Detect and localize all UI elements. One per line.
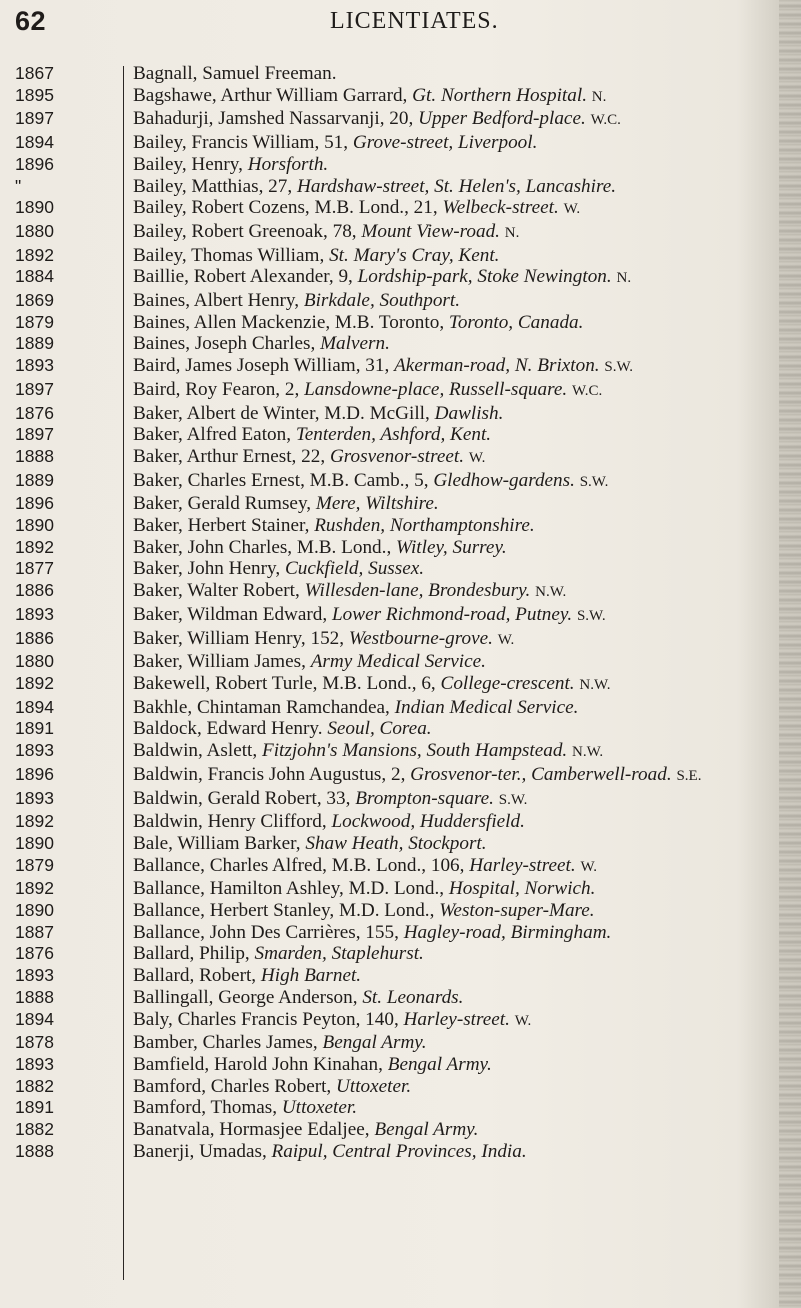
entry-year: 1879 [15, 854, 54, 875]
list-item [0, 333, 780, 355]
entry-year: 1892 [15, 672, 54, 693]
entry-name: Bakewell, Robert Turle, M.B. Lond., 6, [133, 672, 436, 694]
entry-name: Baker, Gerald Rumsey, [133, 493, 312, 515]
entry-address: Gt. Northern Hospital. [412, 84, 587, 106]
entry-address: Birkdale, Southport. [303, 290, 461, 312]
entry-name: Baker, John Henry, [133, 558, 281, 580]
entry-year: 1880 [15, 220, 54, 241]
entry-text [133, 833, 771, 855]
entry-address: Tenterden, Ashford, Kent. [295, 424, 492, 446]
entry-address: Uttoxeter. [281, 1097, 358, 1119]
entry-address: Toronto, Canada. [448, 311, 584, 333]
entry-name: Baird, James Joseph William, 31, [133, 355, 390, 377]
entry-address: Grosvenor-street. [329, 445, 465, 467]
entry-text [133, 446, 771, 470]
entry-year: 1893 [15, 355, 54, 376]
entry-name: Bamber, Charles James, [133, 1032, 318, 1054]
entry-year: 1888 [15, 986, 54, 1007]
list-item [0, 197, 780, 221]
entry-address: Harley-street. [403, 1008, 510, 1030]
entry-name: Baines, Joseph Charles, [133, 333, 316, 355]
entry-text [133, 900, 771, 922]
list-item [0, 833, 780, 855]
list-item [0, 63, 780, 85]
entry-name: Baillie, Robert Alexander, 9, [133, 266, 353, 288]
entry-text [133, 764, 771, 788]
entry-year: 1867 [15, 63, 54, 83]
list-item [0, 403, 780, 425]
entry-year: 1888 [15, 445, 54, 466]
page-edge [779, 0, 801, 1308]
entry-year: 1882 [15, 1075, 54, 1096]
list-item [0, 673, 780, 697]
entry-name: Bailey, Thomas William, [133, 244, 325, 266]
entry-year: 1889 [15, 333, 54, 354]
entry-name: Baines, Albert Henry, [133, 290, 300, 312]
entry-year: 1887 [15, 921, 54, 942]
list-item [0, 176, 780, 198]
list-item [0, 537, 780, 559]
entry-text [133, 740, 771, 764]
entry-text [133, 108, 771, 132]
entry-address: Dawlish. [434, 402, 504, 424]
entry-name: Baines, Allen Mackenzie, M.B. Toronto, [133, 311, 445, 333]
entry-name: Baker, Albert de Winter, M.D. McGill, [133, 402, 430, 424]
entry-text [133, 154, 771, 176]
entry-address: Cuckfield, Sussex. [284, 558, 425, 580]
list-item [0, 85, 780, 109]
entry-address: Hagley-road, Birmingham. [403, 921, 612, 943]
entry-address: Lockwood, Huddersfield. [331, 811, 525, 833]
entry-year: 1869 [15, 290, 54, 311]
list-item [0, 900, 780, 922]
list-item [0, 1141, 780, 1163]
entry-year: 1876 [15, 943, 54, 964]
entry-year: 1895 [15, 84, 54, 105]
entry-text [133, 628, 771, 652]
entry-year: 1892 [15, 811, 54, 832]
entry-address: St. Mary's Cray, Kent. [329, 244, 500, 266]
entry-text [133, 878, 771, 900]
list-item [0, 245, 780, 267]
entry-address: Gledhow-gardens. [433, 469, 575, 491]
entry-district: N. [504, 224, 520, 241]
entry-district: N.W. [572, 744, 604, 761]
entry-name: Baker, William James, [133, 651, 306, 673]
list-item [0, 651, 780, 673]
entry-text [133, 515, 771, 537]
list-item [0, 221, 780, 245]
entry-year: 1878 [15, 1032, 54, 1053]
entry-name: Ballance, John Des Carrières, 155, [133, 921, 399, 943]
entry-name: Bagnall, Samuel Freeman. [133, 63, 337, 84]
entry-name: Baldwin, Aslett, [133, 740, 258, 762]
entry-year: 1893 [15, 1053, 54, 1074]
entry-name: Bamfield, Harold John Kinahan, [133, 1053, 383, 1075]
entry-year: 1879 [15, 311, 54, 332]
list-item [0, 1032, 780, 1054]
entry-address: Bengal Army. [387, 1053, 492, 1075]
entry-address: St. Leonards. [362, 986, 464, 1008]
entry-address: Lansdowne-place, Russell-square. [304, 378, 568, 400]
entry-district: S.E. [676, 767, 702, 784]
list-item [0, 493, 780, 515]
entry-text [133, 537, 771, 559]
list-item [0, 290, 780, 312]
entry-year: 1890 [15, 900, 54, 921]
entry-text [133, 1032, 771, 1054]
entry-address: Mere, Wiltshire. [315, 493, 439, 515]
running-head: LICENTIATES. [330, 8, 499, 34]
entry-address: College-crescent. [440, 672, 575, 694]
entry-address: Raipul, Central Provinces, India. [271, 1140, 527, 1162]
entry-text [133, 197, 771, 221]
entry-address: Westbourne-grove. [348, 627, 493, 649]
list-item [0, 811, 780, 833]
list-item [0, 424, 780, 446]
entry-year: 1892 [15, 878, 54, 899]
entry-name: Baker, Alfred Eaton, [133, 424, 292, 446]
entry-name: Baly, Charles Francis Peyton, 140, [133, 1008, 399, 1030]
list-item [0, 470, 780, 494]
list-item [0, 1119, 780, 1141]
entry-district: W. [514, 1012, 532, 1029]
entry-district: W.C. [571, 382, 603, 399]
list-item [0, 580, 780, 604]
entry-text [133, 922, 771, 944]
entry-name: Bale, William Barker, [133, 832, 301, 854]
entry-text [133, 580, 771, 604]
entry-text [133, 245, 771, 267]
entry-address: Akerman-road, N. Brixton. [394, 355, 600, 377]
entry-year: 1896 [15, 763, 54, 784]
entry-text [133, 673, 771, 697]
entry-text [133, 85, 771, 109]
list-item [0, 154, 780, 176]
list-item [0, 266, 780, 290]
entry-text [133, 697, 771, 719]
list-item [0, 515, 780, 537]
entry-address: Welbeck-street. [442, 197, 559, 219]
entry-name: Bamford, Charles Robert, [133, 1075, 332, 1097]
list-item [0, 1076, 780, 1098]
entry-text [133, 221, 771, 245]
entry-text [133, 604, 771, 628]
entry-text [133, 651, 771, 673]
entry-name: Ballance, Charles Alfred, M.B. Lond., 106, [133, 854, 465, 876]
list-item [0, 1097, 780, 1119]
entry-district: S.W. [579, 473, 609, 490]
entry-name: Baker, William Henry, 152, [133, 627, 345, 649]
entry-district: W. [468, 449, 486, 466]
entry-year: 1888 [15, 1140, 54, 1161]
entry-text [133, 493, 771, 515]
entry-year: 1897 [15, 378, 54, 399]
entry-district: S.W. [604, 359, 634, 376]
entry-year: 1886 [15, 580, 54, 601]
list-item [0, 987, 780, 1009]
entry-district: W.C. [590, 112, 621, 129]
list-item [0, 446, 780, 470]
entry-address: Lordship-park, Stoke Newington. [357, 266, 612, 288]
entry-year: 1891 [15, 1097, 54, 1118]
entry-name: Baker, Charles Ernest, M.B. Camb., 5, [133, 469, 429, 491]
list-item [0, 764, 780, 788]
entry-name: Baker, Arthur Ernest, 22, [133, 445, 326, 467]
entry-year: 1892 [15, 244, 54, 265]
entry-address: Uttoxeter. [336, 1075, 412, 1097]
entry-district: W. [563, 201, 581, 218]
entry-name: Ballard, Robert, [133, 965, 257, 987]
entry-year: 1891 [15, 718, 54, 739]
entry-address: Harley-street. [469, 854, 576, 876]
entry-year: 1896 [15, 493, 54, 514]
entry-address: Army Medical Service. [310, 651, 486, 673]
entry-address: Brompton-square. [355, 787, 494, 809]
list-item [0, 355, 780, 379]
entry-text [133, 788, 771, 812]
entry-district: S.W. [498, 791, 528, 808]
entry-district: W. [580, 858, 597, 875]
entry-district: N.W. [579, 676, 611, 693]
entry-district: N. [591, 88, 607, 105]
entry-text [133, 965, 771, 987]
list-item [0, 855, 780, 879]
entry-name: Bakhle, Chintaman Ramchandea, [133, 696, 390, 718]
entry-text [133, 290, 771, 312]
entry-name: Bailey, Robert Greenoak, 78, [133, 220, 357, 242]
entry-text [133, 1009, 771, 1033]
entry-year: 1894 [15, 696, 54, 717]
entry-name: Baker, Herbert Stainer, [133, 515, 310, 537]
entry-text [133, 987, 771, 1009]
entry-year: 1886 [15, 627, 54, 648]
entry-name: Bamford, Thomas, [133, 1097, 278, 1119]
entry-name: Baird, Roy Fearon, 2, [133, 378, 300, 400]
entry-year: " [15, 175, 22, 196]
entry-address: Malvern. [320, 333, 390, 355]
entry-district: N.W. [535, 584, 567, 601]
entry-address: Lower Richmond-road, Putney. [332, 603, 573, 625]
entry-name: Baldwin, Francis John Augustus, 2, [133, 763, 406, 785]
entry-name: Baldwin, Henry Clifford, [133, 811, 327, 833]
page-header [0, 2, 801, 42]
entry-year: 1893 [15, 603, 54, 624]
entry-text [133, 379, 771, 403]
entry-address: Horsforth. [247, 153, 329, 175]
entry-address: Grosvenor-ter., Camberwell-road. [410, 763, 672, 785]
entry-text [133, 266, 771, 290]
list-item [0, 943, 780, 965]
entry-name: Baker, Wildman Edward, [133, 603, 328, 625]
entry-text [133, 424, 771, 446]
entry-address: Hardshaw-street, St. Helen's, Lancashire. [296, 175, 617, 197]
entry-address: Hospital, Norwich. [448, 878, 596, 900]
entry-year: 1892 [15, 536, 54, 557]
entry-year: 1889 [15, 469, 54, 490]
entry-address: Grove-street, Liverpool. [352, 132, 538, 154]
list-item [0, 965, 780, 987]
list-item [0, 558, 780, 580]
entry-text [133, 1054, 771, 1076]
entry-name: Bailey, Robert Cozens, M.B. Lond., 21, [133, 197, 438, 219]
entry-district: W. [497, 631, 515, 648]
list-item [0, 718, 780, 740]
list-item [0, 878, 780, 900]
entry-year: 1877 [15, 558, 54, 579]
entry-year: 1890 [15, 832, 54, 853]
entry-district: S.W. [576, 607, 606, 624]
entry-year: 1884 [15, 266, 54, 287]
entry-text [133, 855, 771, 879]
entry-year: 1894 [15, 1008, 54, 1029]
entry-year: 1882 [15, 1119, 54, 1140]
list-item [0, 740, 780, 764]
entry-year: 1893 [15, 787, 54, 808]
entry-year: 1894 [15, 132, 54, 153]
list-item [0, 922, 780, 944]
entry-address: Rushden, Northamptonshire. [314, 515, 535, 537]
entry-text [133, 1141, 771, 1163]
entry-address: Upper Bedford-place. [418, 108, 586, 130]
entry-address: Fitzjohn's Mansions, South Hampstead. [261, 740, 568, 762]
list-item [0, 788, 780, 812]
entry-text [133, 718, 771, 740]
entry-name: Ballard, Philip, [133, 943, 250, 965]
entry-year: 1897 [15, 424, 54, 445]
entry-name: Baldock, Edward Henry. [133, 718, 323, 740]
list-item [0, 312, 780, 334]
entry-year: 1893 [15, 965, 54, 986]
entry-name: Ballingall, George Anderson, [133, 986, 358, 1008]
entry-text [133, 355, 771, 379]
entry-address: Bengal Army. [322, 1032, 427, 1054]
entry-name: Bailey, Matthias, 27, [133, 175, 293, 197]
entry-address: Weston-super-Mare. [439, 900, 595, 922]
entry-address: Bengal Army. [374, 1119, 479, 1141]
entry-text [133, 811, 771, 833]
entry-name: Ballance, Herbert Stanley, M.D. Lond., [133, 900, 435, 922]
entry-address: Shaw Heath, Stockport. [305, 832, 487, 854]
entry-name: Bailey, Henry, [133, 153, 243, 175]
entry-address: Smarden, Staplehurst. [254, 943, 424, 965]
entry-text [133, 1097, 771, 1119]
entry-year: 1880 [15, 651, 54, 672]
entry-name: Baker, Walter Robert, [133, 580, 300, 602]
entry-text [133, 1119, 771, 1141]
entry-text [133, 470, 771, 494]
entry-text [133, 312, 771, 334]
entry-name: Banerji, Umadas, [133, 1140, 267, 1162]
entry-text [133, 333, 771, 355]
entry-name: Banatvala, Hormasjee Edaljee, [133, 1119, 370, 1141]
entry-name: Baldwin, Gerald Robert, 33, [133, 787, 351, 809]
list-item [0, 697, 780, 719]
entry-text [133, 63, 771, 85]
entry-name: Ballance, Hamilton Ashley, M.D. Lond., [133, 878, 445, 900]
list-item [0, 628, 780, 652]
entry-text [133, 403, 771, 425]
entry-text [133, 1076, 771, 1098]
entry-address: Indian Medical Service. [394, 696, 579, 718]
list-item [0, 1054, 780, 1076]
list-item [0, 379, 780, 403]
list-item [0, 604, 780, 628]
entry-name: Bailey, Francis William, 51, [133, 132, 349, 154]
page-number: 62 [15, 6, 47, 36]
list-item [0, 1009, 780, 1033]
entry-text [133, 558, 771, 580]
entry-text [133, 132, 771, 154]
licentiates-list [0, 63, 780, 1162]
entry-text [133, 176, 771, 198]
entry-address: High Barnet. [260, 965, 362, 987]
entry-address: Witley, Surrey. [396, 536, 507, 558]
entry-year: 1890 [15, 197, 54, 218]
entry-year: 1893 [15, 740, 54, 761]
entry-district: N. [616, 270, 632, 287]
entry-year: 1897 [15, 108, 54, 129]
entry-name: Baker, John Charles, M.B. Lond., [133, 536, 392, 558]
entry-text [133, 943, 771, 965]
entry-address: Mount View-road. [361, 220, 500, 242]
entry-year: 1896 [15, 153, 54, 174]
list-item [0, 132, 780, 154]
entry-address: Willesden-lane, Brondesbury. [304, 580, 531, 602]
entry-address: Seoul, Corea. [327, 718, 432, 740]
entry-name: Bahadurji, Jamshed Nassarvanji, 20, [133, 108, 414, 130]
entry-year: 1890 [15, 515, 54, 536]
list-item [0, 108, 780, 132]
entry-name: Bagshawe, Arthur William Garrard, [133, 84, 408, 106]
entry-year: 1876 [15, 402, 54, 423]
